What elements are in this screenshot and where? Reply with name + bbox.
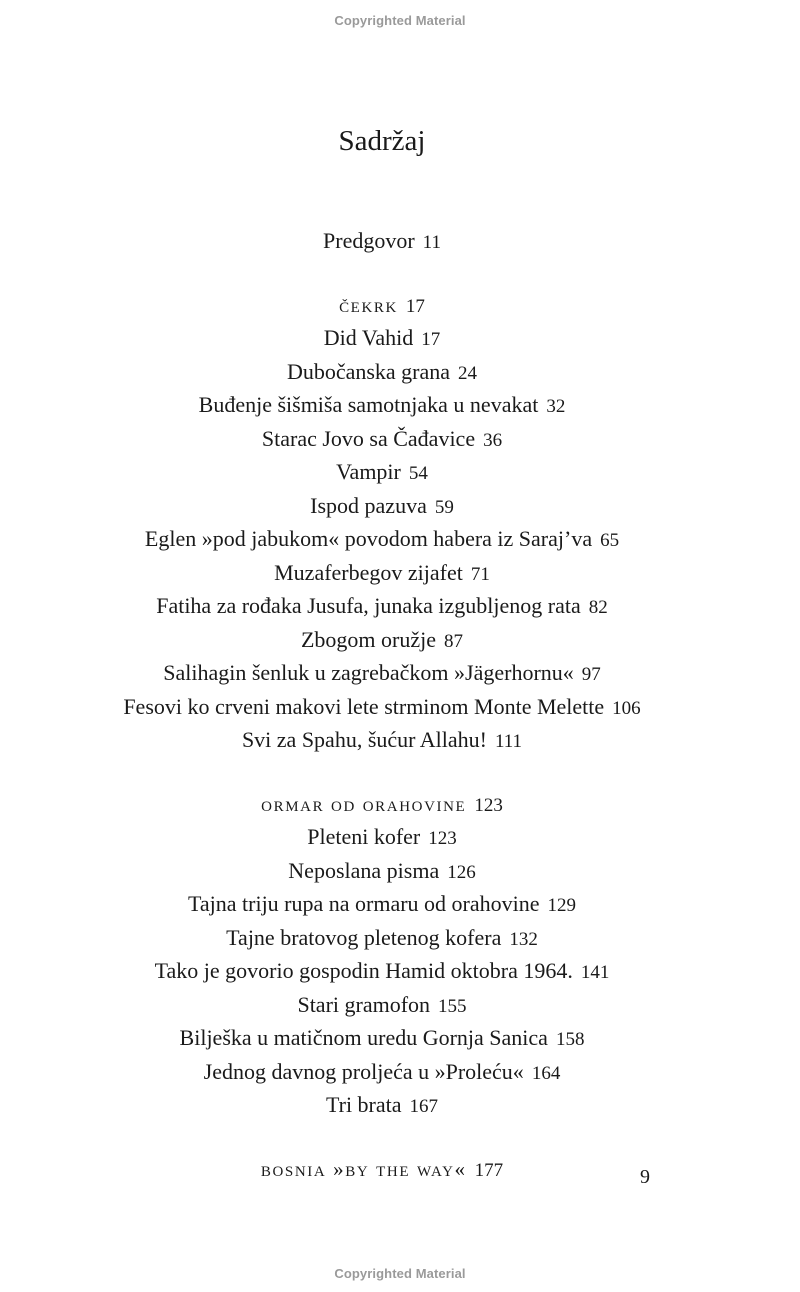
toc-entry: [0, 955, 764, 989]
copyright-watermark-bottom: Copyrighted Material: [334, 1266, 466, 1281]
toc-entry-page: 97: [581, 664, 601, 685]
toc-entry: [0, 423, 764, 457]
toc-entry-label: Pleteni kofer: [307, 824, 421, 849]
toc-entry-page: 17: [421, 329, 441, 350]
toc-entry: [0, 356, 764, 390]
toc-entry-label: Predgovor: [323, 228, 415, 253]
toc-entry: [0, 490, 764, 524]
toc-entry-label: Dubočanska grana: [286, 358, 451, 384]
copyright-watermark-top: Copyrighted Material: [334, 13, 466, 28]
toc-entry: [0, 888, 764, 922]
toc-entry-page: 132: [509, 928, 538, 950]
toc-part-label: ormar od orahovine: [261, 791, 467, 816]
toc-entry-page: 126: [447, 861, 476, 883]
toc-entry-label: Jednog davnog proljeća u »Proleću«: [203, 1058, 524, 1084]
toc-entry: [0, 322, 764, 356]
toc-entry-label: Vampir: [336, 459, 401, 484]
toc-entry: [0, 922, 764, 956]
toc-entry-page: 32: [546, 396, 566, 417]
toc-entry-label: Muzaferbegov zijafet: [274, 559, 463, 585]
toc-entry-page: 129: [547, 895, 577, 916]
toc-entry-label: Salihagin šenluk u zagrebačkom »Jägerhornu«: [163, 660, 574, 685]
toc-entry-page: 155: [438, 995, 467, 1017]
toc-entry-page: 164: [531, 1062, 561, 1084]
toc-entry-label: Buđenje šišmiša samotnjaka u nevakat: [198, 392, 539, 417]
toc-entry-page: 167: [409, 1096, 439, 1117]
toc-entry: [0, 1089, 764, 1123]
toc-entry-label: Starac Jovo sa Čađavice: [261, 425, 476, 451]
toc-entry: [0, 724, 764, 758]
toc-entry-label: Zbogom oružje: [300, 626, 437, 652]
toc-part-heading: [0, 290, 764, 323]
toc-entry-page: 11: [422, 232, 441, 253]
toc-entry-page: 65: [600, 530, 620, 551]
toc-part-page: 177: [474, 1159, 504, 1181]
toc-entry-page: 71: [470, 563, 490, 585]
toc-entry: [0, 855, 764, 889]
toc-entry: [0, 691, 764, 725]
toc-entry-page: 82: [588, 597, 608, 618]
page-number: 9: [640, 1166, 650, 1188]
toc-entry-page: 141: [580, 962, 610, 983]
toc-entry-label: Fatiha za rođaka Jusufa, junaka izgubljenog rata: [156, 593, 581, 618]
toc-entry: [0, 624, 764, 658]
toc-entry: [0, 590, 764, 624]
toc-entry-page: 59: [434, 496, 454, 518]
toc-entry-page: 158: [555, 1029, 585, 1050]
toc-entry-label: Tako je govorio gospodin Hamid oktobra 1964.: [154, 958, 573, 983]
toc-entry: [0, 523, 764, 557]
toc-entry-label: Tajna triju rupa na ormaru od orahovine: [187, 891, 540, 916]
toc-entry: [0, 456, 764, 490]
toc-entry: [0, 657, 764, 691]
table-of-contents: [0, 225, 764, 1186]
toc-entry-page: 123: [428, 828, 457, 849]
toc-part-label: bosnia »by the way«: [260, 1156, 467, 1181]
toc-entry-page: 87: [444, 630, 464, 652]
toc-entry: [0, 557, 764, 591]
toc-entry-preface: [0, 225, 764, 259]
toc-entry-label: Bilješka u matičnom uredu Gornja Sanica: [179, 1025, 548, 1050]
toc-entry-label: Tri brata: [325, 1092, 402, 1117]
toc-entry-page: 54: [408, 463, 428, 484]
toc-entry: [0, 1056, 764, 1090]
toc-entry-page: 36: [483, 429, 503, 451]
toc-part-page: 123: [474, 794, 503, 816]
toc-entry-label: Eglen »pod jabukom« povodom habera iz Saraj’va: [144, 526, 593, 551]
toc-entry-label: Tajne bratovog pletenog kofera: [226, 924, 502, 950]
toc-entry-label: Did Vahid: [323, 325, 414, 350]
toc-part-page: 17: [405, 295, 425, 317]
toc-part-label: čekrk: [339, 292, 398, 317]
toc-entry-page: 24: [458, 362, 478, 384]
page-title: Sadržaj: [338, 125, 426, 157]
toc-entry-label: Stari gramofon: [297, 991, 431, 1017]
toc-entry-label: Fesovi ko crveni makovi lete strminom Monte Melette: [123, 693, 605, 719]
toc-entry: [0, 1022, 764, 1056]
toc-part-heading: [0, 789, 764, 822]
toc-entry-label: Neposlana pisma: [288, 857, 440, 883]
toc-entry-label: Svi za Spahu, šućur Allahu!: [241, 727, 487, 752]
toc-entry-page: 106: [612, 697, 641, 719]
toc-entry: [0, 821, 764, 855]
toc-entry-page: 111: [494, 731, 523, 752]
toc-entry: [0, 389, 764, 423]
toc-entry: [0, 989, 764, 1023]
toc-entry-label: Ispod pazuva: [310, 492, 427, 518]
